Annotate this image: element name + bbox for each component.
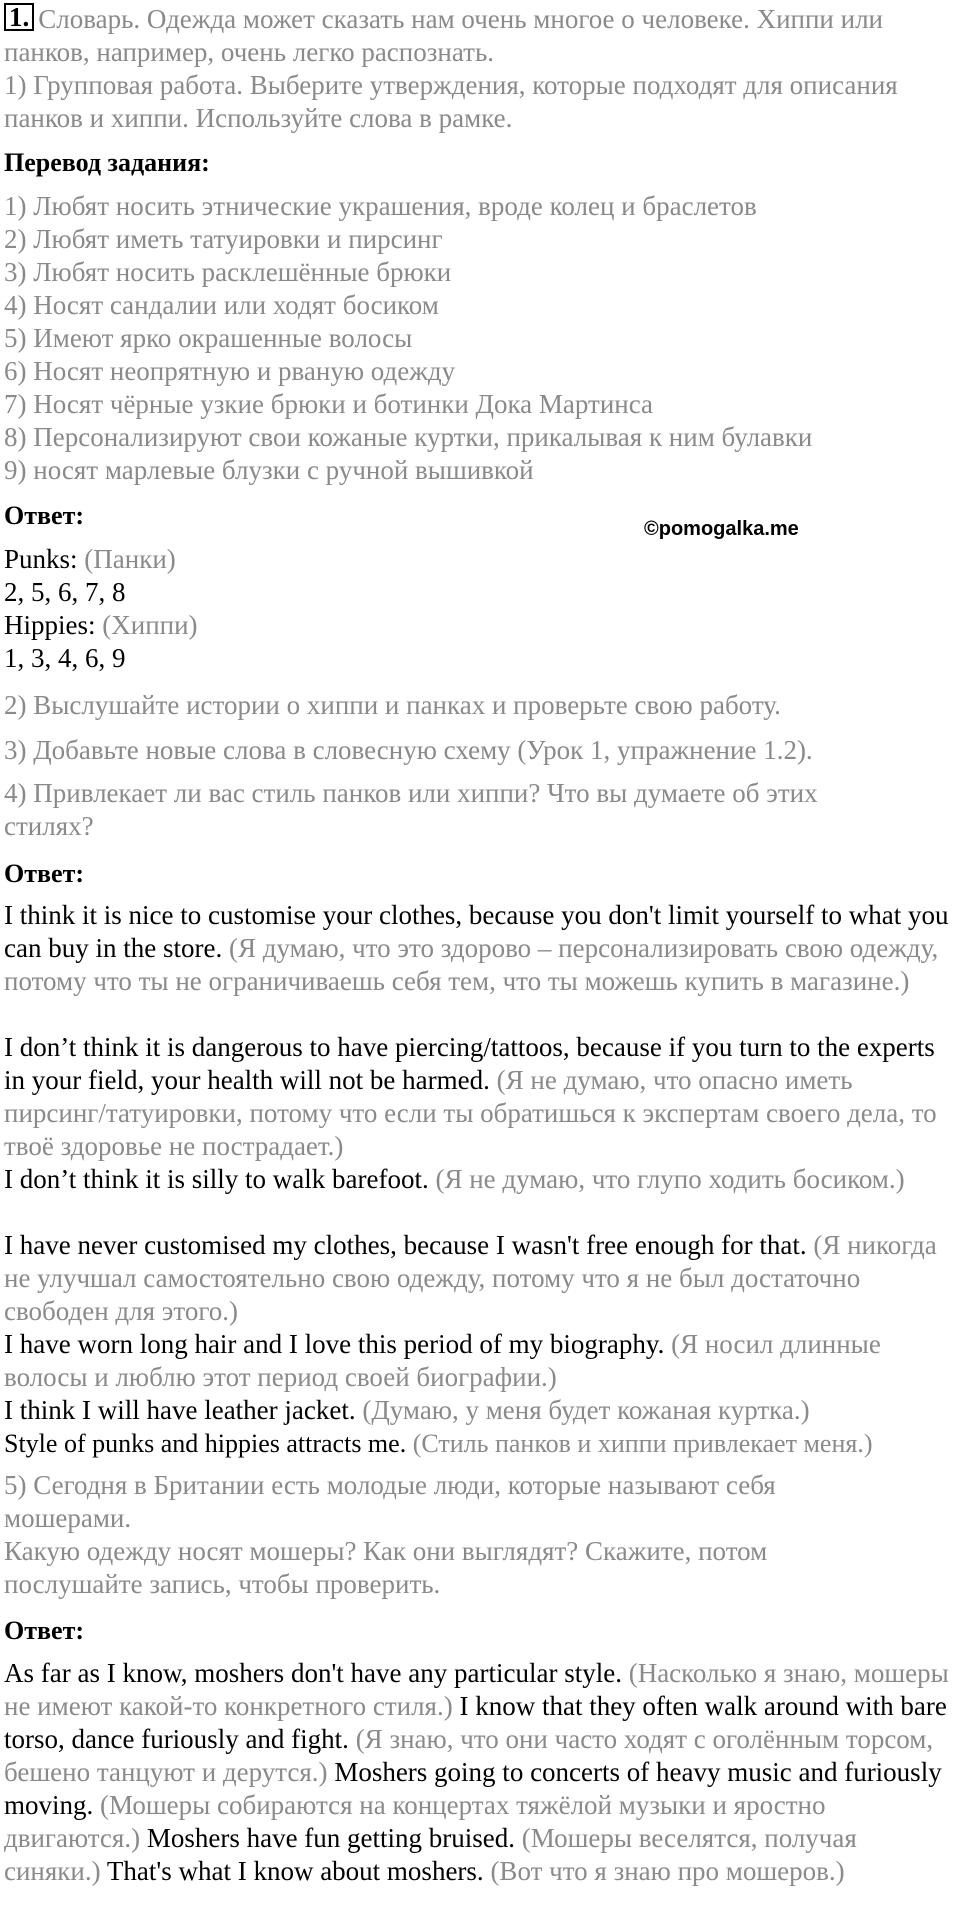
- answer-4-english: I have never customised my clothes, because I wasn't free enough for that.: [4, 1230, 807, 1260]
- answer-4-translation: (Я носил длинные волосы и люблю этот период своей биографии.): [4, 1329, 881, 1392]
- answer-5-translation: (Мошеры веселятся, получая синяки.): [4, 1823, 857, 1886]
- punks-translation: (Панки): [84, 544, 176, 574]
- hippies-label: Hippies:: [4, 610, 96, 640]
- answer-4-paragraph: [4, 899, 956, 998]
- punks-label: Punks:: [4, 544, 78, 574]
- statement-item: 8) Персонализируют свои кожаные куртки, прикалывая к ним булавки: [4, 422, 813, 452]
- statement-item: 3) Любят носить расклешённые брюки: [4, 257, 452, 287]
- answer-5-translation: (Мошеры собираются на концертах тяжёлой музыки и яростно двигаются.): [4, 1790, 826, 1853]
- answer-4-translation: (Я не думаю, что опасно иметь пирсинг/татуировки, потому что если ты обратишься к экспертам своего дела, то твоё здоровье не пострадает.): [4, 1065, 937, 1161]
- statement-item: 4) Носят сандалии или ходят босиком: [4, 290, 439, 320]
- answer-4-translation: (Стиль панков и хиппи привлекает меня.): [412, 1429, 873, 1458]
- answer-5-translation: (Вот что я знаю про мошеров.): [490, 1856, 845, 1886]
- translation-heading: Перевод задания:: [4, 148, 210, 177]
- answer-4-english: I have worn long hair and I love this period of my biography.: [4, 1329, 665, 1359]
- question-1-text: 1) Групповая работа. Выберите утверждения, которые подходят для описания панков и хиппи. Используйте слова в рамке.: [4, 70, 898, 133]
- answer-5-english: I know that they often walk around with bare torso, dance furiously and fight.: [4, 1691, 947, 1754]
- statement-item: 6) Носят неопрятную и рваную одежду: [4, 356, 456, 386]
- answer-5-english: Moshers going to concerts of heavy music and furiously moving.: [4, 1757, 942, 1820]
- intro-paragraph: [4, 3, 954, 69]
- answer-heading-3: Ответ:: [4, 1616, 85, 1645]
- answer-1-block: [4, 543, 604, 675]
- answer-heading-2: Ответ:: [4, 859, 85, 888]
- answer-5-translation: (Я знаю, что они часто ходят с оголённым торсом, бешено танцуют и дерутся.): [4, 1724, 934, 1787]
- statement-item: 1) Любят носить этнические украшения, вроде колец и браслетов: [4, 191, 757, 221]
- question-3-text: 3) Добавьте новые слова в словесную схему (Урок 1, упражнение 1.2).: [4, 735, 813, 765]
- question-5-subtext: Какую одежду носят мошеры? Как они выглядят? Скажите, потом послушайте запись, чтобы проверить.: [4, 1536, 768, 1599]
- watermark-text: ©pomogalka.me: [644, 518, 799, 540]
- answer-4-translation: (Я не думаю, что глупо ходить босиком.): [435, 1164, 905, 1194]
- answer-4-paragraph: [4, 1394, 956, 1427]
- statement-item: 9) носят марлевые блузки с ручной вышивкой: [4, 455, 534, 485]
- question-2-text: 2) Выслушайте истории о хиппи и панках и проверьте свою работу.: [4, 690, 781, 720]
- answer-4-translation: (Думаю, у меня будет кожаная куртка.): [362, 1395, 810, 1425]
- answer-4-english: I think it is nice to customise your clothes, because you don't limit yourself to what you can buy in the store.: [4, 900, 949, 963]
- task-number-badge: 1.: [4, 3, 34, 31]
- answer-4-translation: (Я никогда не улучшал самостоятельно свою одежду, потому что я не был достаточно свободен для этого.): [4, 1230, 937, 1326]
- answer-4-paragraph: [4, 1427, 960, 1460]
- answer-5-translation: (Насколько я знаю, мошеры не имеют какой-то конкретного стиля.): [4, 1658, 949, 1721]
- answer-5-english: As far as I know, moshers don't have any particular style.: [4, 1658, 622, 1688]
- answer-5-english: That's what I know about moshers.: [106, 1856, 484, 1886]
- answer-5-english: Moshers have fun getting bruised.: [146, 1823, 516, 1853]
- hippies-values: 1, 3, 4, 6, 9: [4, 643, 126, 673]
- question-5-text: 5) Сегодня в Британии есть молодые люди, которые называют себя мошерами.: [4, 1470, 776, 1533]
- answer-4-paragraph: [4, 1229, 956, 1328]
- answer-4-paragraph: [4, 1163, 956, 1196]
- answer-heading-1: Ответ:: [4, 501, 85, 530]
- answer-4-translation: (Я думаю, что это здорово – персонализировать свою одежду, потому что ты не ограничиваешь себя тем, что ты можешь купить в магазине.): [4, 933, 939, 996]
- statements-list: [4, 190, 954, 487]
- answer-4-paragraph: [4, 1328, 956, 1394]
- answer-4-english: Style of punks and hippies attracts me.: [4, 1429, 407, 1458]
- punks-values: 2, 5, 6, 7, 8: [4, 577, 126, 607]
- answer-5-paragraph: [4, 1657, 956, 1888]
- question-4-text: 4) Привлекает ли вас стиль панков или хиппи? Что вы думаете об этих стилях?: [4, 778, 818, 841]
- statement-item: 5) Имеют ярко окрашенные волосы: [4, 323, 413, 353]
- intro-text: Словарь. Одежда может сказать нам очень многое о человеке. Хиппи или панков, например, очень легко распознать.: [4, 4, 884, 67]
- answer-4-english: I don’t think it is silly to walk barefoot.: [4, 1164, 429, 1194]
- answer-4-english: I think I will have leather jacket.: [4, 1395, 356, 1425]
- statement-item: 7) Носят чёрные узкие брюки и ботинки Дока Мартинса: [4, 389, 654, 419]
- hippies-translation: (Хиппи): [102, 610, 198, 640]
- statement-item: 2) Любят иметь татуировки и пирсинг: [4, 224, 443, 254]
- answer-4-paragraph: [4, 1031, 956, 1163]
- answer-4-english: I don’t think it is dangerous to have piercing/tattoos, because if you turn to the experts in your field, your health will not be harmed.: [4, 1032, 935, 1095]
